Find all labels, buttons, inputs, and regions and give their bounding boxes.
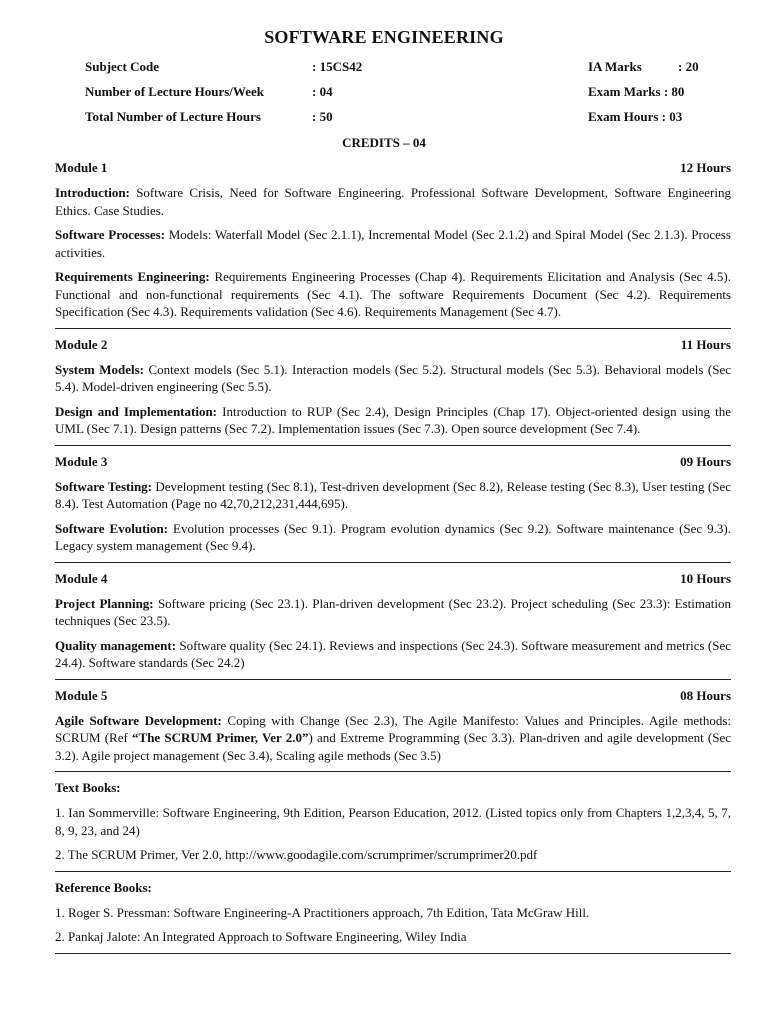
topic-text: Introduction to RUP (Sec 2.4), Design Principles (Chap 17). Object-oriented design using the UML (Sec 7.1). Design patterns (Sec 7.2). Implementation issues (Sec 7.3). Open source development (Sec 7.4). bbox=[55, 403, 731, 436]
module-header bbox=[55, 453, 731, 471]
module-header bbox=[55, 570, 731, 588]
topic-heading: Requirements Engineering: bbox=[55, 269, 210, 284]
ia-marks-label: IA Marks bbox=[588, 59, 642, 74]
topic-text: Software Crisis, Need for Software Engineering. Professional Software Development, Software Engineering Ethics. Case Studies. bbox=[55, 185, 731, 218]
module-header bbox=[55, 687, 731, 705]
module-title: Module 2 bbox=[55, 336, 108, 352]
module-hours: 10 Hours bbox=[680, 570, 731, 586]
module-topic bbox=[55, 268, 731, 321]
topic-heading: System Models: bbox=[55, 361, 144, 377]
module-hours: 09 Hours bbox=[680, 453, 731, 469]
topic-heading: Agile Software Development: bbox=[55, 712, 222, 728]
text-books-heading: Text Books: bbox=[55, 780, 121, 795]
topic-heading: Introduction: bbox=[55, 185, 130, 200]
total-hours-value: : 50 bbox=[312, 109, 333, 124]
module-topic bbox=[55, 403, 731, 438]
topic-heading: Quality management: bbox=[55, 637, 177, 653]
topic-heading: Software Testing: bbox=[55, 478, 152, 494]
reference-books-heading: Reference Books: bbox=[55, 879, 152, 895]
text-book-item: 2. The SCRUM Primer, Ver 2.0, http://www.goodagile.com/scrumprimer/scrumprimer20.pdf bbox=[55, 847, 538, 862]
module-title: Module 4 bbox=[55, 570, 108, 586]
module-topic bbox=[55, 595, 731, 630]
reference-book-item: 1. Roger S. Pressman: Software Engineering-A Practitioners approach, 7th Edition, Tata McGraw Hill. bbox=[55, 904, 590, 920]
lecture-hours-week-label: Number of Lecture Hours/Week bbox=[85, 84, 264, 99]
section-divider bbox=[55, 679, 731, 680]
module-header bbox=[55, 159, 731, 177]
module-topic bbox=[55, 361, 731, 396]
exam-marks-label: Exam Marks : 80 bbox=[588, 84, 685, 99]
topic-text: Evolution processes (Sec 9.1). Program evolution dynamics (Sec 9.2). Software maintenance (Sec 9.3). Legacy system management (Sec 9.4). bbox=[55, 520, 731, 553]
topic-heading: Software Evolution: bbox=[55, 520, 169, 536]
section-divider bbox=[55, 953, 731, 954]
section-divider bbox=[55, 871, 731, 872]
module-topic bbox=[55, 184, 731, 219]
syllabus-content bbox=[55, 159, 731, 961]
module-header bbox=[55, 336, 731, 354]
ia-marks-value: : 20 bbox=[678, 59, 699, 74]
exam-hours-label: Exam Hours : 03 bbox=[588, 109, 683, 124]
topic-text: Requirements Engineering Processes (Chap 4). Requirements Elicitation and Analysis (Sec 4.5). Functional and non-functional requirements (Sec 4.1). The software Requirements Document (Sec 4.2). Requirements Specification (Sec 4.3). Requirements validation (Sec 4.6). Requirements Management (Sec 4.7). bbox=[55, 269, 731, 319]
topic-text: Software pricing (Sec 23.1). Plan-driven development (Sec 23.2). Project scheduling (Sec 23.3): Estimation techniques (Sec 23.5). bbox=[55, 595, 732, 628]
module-hours: 11 Hours bbox=[680, 336, 731, 352]
module-title: Module 3 bbox=[55, 453, 108, 469]
header-row-subject-code bbox=[0, 59, 768, 77]
credits-label: CREDITS – 04 bbox=[342, 135, 426, 150]
reference-title: “The SCRUM Primer, Ver 2.0” bbox=[132, 730, 309, 745]
topic-heading: Software Processes: bbox=[55, 227, 166, 242]
section-divider bbox=[55, 562, 731, 563]
module-topic bbox=[55, 226, 731, 261]
topic-text-continued: ) and Extreme Programming (Sec 3.3). Plan-driven and agile development (Sec 3.2). Agile project management (Sec 3.4), Scaling agile methods (Sec 3.5) bbox=[55, 730, 731, 763]
topic-text: Software quality (Sec 24.1). Reviews and inspections (Sec 24.3). Software measurement and metrics (Sec 24.4). Software standards (Sec 24.2) bbox=[55, 637, 731, 670]
subject-code-value: : 15CS42 bbox=[312, 59, 363, 74]
module-topic bbox=[55, 712, 731, 765]
text-book-item: 1. Ian Sommerville: Software Engineering, 9th Edition, Pearson Education, 2012. (Listed topics only from Chapters 1,2,3,4, 5, 7, 8, 9, 23, and 24) bbox=[55, 805, 731, 838]
header-row-total-hours bbox=[0, 109, 768, 127]
module-topic bbox=[55, 637, 731, 672]
topic-text: Coping with Change (Sec 2.3), The Agile Manifesto: Values and Principles. Agile methods: SCRUM (Ref bbox=[55, 712, 731, 745]
module-topic bbox=[55, 478, 731, 513]
subject-code-label: Subject Code bbox=[85, 59, 160, 74]
section-divider bbox=[55, 771, 731, 772]
module-hours: 08 Hours bbox=[680, 687, 731, 703]
module-hours: 12 Hours bbox=[680, 160, 731, 175]
module-title: Module 5 bbox=[55, 687, 108, 703]
total-hours-label: Total Number of Lecture Hours bbox=[85, 109, 261, 124]
topic-heading: Design and Implementation: bbox=[55, 403, 218, 419]
topic-text: Development testing (Sec 8.1), Test-driven development (Sec 8.2), Release testing (Sec 8.3), User testing (Sec 8.4). Test Automation (Page no 42,70,212,231,444,695). bbox=[55, 478, 731, 511]
topic-text: Context models (Sec 5.1). Interaction models (Sec 5.2). Structural models (Sec 5.3). Behavioral models (Sec 5.4). Model-driven engineering (Sec 5.5). bbox=[55, 361, 731, 394]
module-topic bbox=[55, 520, 731, 555]
section-divider bbox=[55, 445, 731, 446]
module-title: Module 1 bbox=[55, 160, 108, 175]
topic-heading: Project Planning: bbox=[55, 595, 154, 611]
page-title: SOFTWARE ENGINEERING bbox=[264, 27, 504, 47]
section-divider bbox=[55, 328, 731, 329]
reference-book-item: 2. Pankaj Jalote: An Integrated Approach to Software Engineering, Wiley India bbox=[55, 929, 467, 944]
lecture-hours-week-value: : 04 bbox=[312, 84, 333, 99]
header-row-lecture-hours bbox=[0, 84, 768, 102]
topic-text: Models: Waterfall Model (Sec 2.1.1), Incremental Model (Sec 2.1.2) and Spiral Model (Sec 2.1.3). Process activities. bbox=[55, 227, 731, 260]
